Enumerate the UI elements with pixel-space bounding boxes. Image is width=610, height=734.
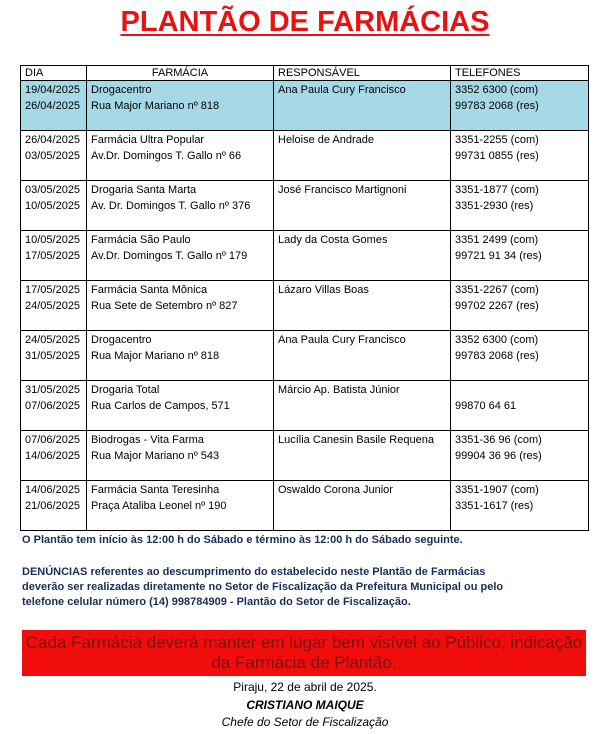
phones-cell-line: 3352 6300 (com): [455, 334, 539, 346]
pharmacy-cell: [87, 281, 274, 331]
day-cell-line: 14/06/2025: [25, 450, 81, 462]
table-row: [21, 331, 589, 381]
responsible-cell: [274, 181, 451, 231]
complaints-note: DENÚNCIAS referentes ao descumprimento do estabelecido neste Plantão de Farmácias deverão ser realizadas diretamente no Setor de Fiscalização da Prefeitura Municipal ou pelo telefone celular número (14) 998784909 - Plantão do Setor de Fiscalização.: [22, 566, 504, 608]
phones-cell-line: [455, 382, 584, 398]
day-cell-line: 17/05/2025: [25, 250, 81, 262]
pharmacy-cell-line: Biodrogas - Vita Farma: [91, 434, 204, 446]
phones-cell: [451, 331, 589, 381]
phones-cell: [451, 431, 589, 481]
phones-cell-line: 3351-2267 (com): [455, 284, 539, 296]
responsible-cell: [274, 481, 451, 531]
pharmacy-cell-line: Rua Major Mariano nº 818: [91, 100, 220, 112]
pharmacy-cell-line: Rua Major Mariano nº 818: [91, 350, 220, 362]
day-cell-line: 24/05/2025: [25, 334, 81, 346]
day-cell-line: 07/06/2025: [25, 434, 81, 446]
day-cell-line: 31/05/2025: [25, 384, 81, 396]
notice-banner: Cada Farmácia deverá manter em lugar bem visível ao Público, indicação da Farmácia de Plantão.: [22, 630, 586, 676]
phones-cell-line: 3351-1877 (com): [455, 184, 539, 196]
pharmacy-cell-line: Av. Dr. Domingos T. Gallo nº 376: [91, 200, 251, 212]
day-cell-line: 31/05/2025: [25, 350, 81, 362]
responsible-cell-line: Ana Paula Cury Francisco: [278, 84, 406, 96]
day-cell: [21, 181, 87, 231]
pharmacy-cell: [87, 381, 274, 431]
day-cell-line: 03/05/2025: [25, 150, 81, 162]
phones-cell-line: 3351-1907 (com): [455, 484, 539, 496]
table-row: [21, 281, 589, 331]
phones-cell-line: 99721 91 34 (res): [455, 250, 542, 262]
day-cell: [21, 381, 87, 431]
phones-cell-line: 3351 2499 (com): [455, 234, 539, 246]
signature-role: Chefe do Setor de Fiscalização: [221, 715, 389, 729]
day-cell-line: 07/06/2025: [25, 400, 81, 412]
phones-cell: [451, 281, 589, 331]
responsible-cell-line: Lady da Costa Gomes: [278, 234, 388, 246]
phones-cell-line: 99702 2267 (res): [455, 300, 539, 312]
table-row: [21, 481, 589, 531]
pharmacy-cell: [87, 81, 274, 131]
page-title-text: PLANTÃO DE FARMÁCIAS: [120, 6, 490, 38]
responsible-cell-line: Ana Paula Cury Francisco: [278, 334, 406, 346]
day-cell: [21, 131, 87, 181]
day-cell-line: 03/05/2025: [25, 184, 81, 196]
pharmacy-cell: [87, 131, 274, 181]
day-cell: [21, 281, 87, 331]
pharmacy-cell-line: Av.Dr. Domingos T. Gallo nº 66: [91, 150, 242, 162]
responsible-cell: [274, 131, 451, 181]
responsible-cell-line: Lucília Canesin Basile Requena: [278, 434, 434, 446]
pharmacy-cell-line: Drogaria Total: [91, 384, 160, 396]
signature-name: CRISTIANO MAIQUE: [246, 698, 364, 712]
responsible-cell-line: Lázaro Villas Boas: [278, 284, 369, 296]
responsible-cell: [274, 231, 451, 281]
phones-cell-line: 3351-2930 (res): [455, 200, 534, 212]
phones-cell-line: 3351-2255 (com): [455, 134, 539, 146]
schedule-note: O Plantão tem início às 12:00 h do Sábado e término às 12:00 h do Sábado seguinte.: [22, 534, 463, 546]
table-row: [21, 181, 589, 231]
phones-cell-line: 99783 2068 (res): [455, 350, 539, 362]
day-cell-line: 19/04/2025: [25, 84, 81, 96]
phones-cell-line: 3351-1617 (res): [455, 500, 534, 512]
pharmacy-cell-line: Rua Carlos de Campos, 571: [91, 400, 230, 412]
phones-cell: [451, 81, 589, 131]
pharmacy-cell-line: Rua Major Mariano nº 543: [91, 450, 220, 462]
phones-cell-line: 99731 0855 (res): [455, 150, 539, 162]
responsible-cell-line: Oswaldo Corona Junior: [278, 484, 393, 496]
pharmacy-cell-line: Drogaria Santa Marta: [91, 184, 197, 196]
phones-cell-line: 99783 2068 (res): [455, 100, 539, 112]
pharmacy-cell-line: Farmácia São Paulo: [91, 234, 191, 246]
pharmacy-cell-line: Drogacentro: [91, 334, 152, 346]
page-title: [0, 6, 610, 39]
pharmacy-cell-line: Farmácia Santa Teresinha: [91, 484, 220, 496]
day-cell-line: 26/04/2025: [25, 100, 81, 112]
phones-cell-line: 3351-36 96 (com): [455, 434, 542, 446]
table-row: [21, 131, 589, 181]
day-cell-line: 24/05/2025: [25, 300, 81, 312]
signature-place-date: Piraju, 22 de abril de 2025.: [233, 680, 377, 694]
day-cell-line: 10/05/2025: [25, 234, 81, 246]
day-cell: [21, 231, 87, 281]
header-phones: TELEFONES: [451, 66, 589, 81]
table-row: [21, 231, 589, 281]
day-cell-line: 14/06/2025: [25, 484, 81, 496]
day-cell-line: 21/06/2025: [25, 500, 81, 512]
duty-roster-table: [20, 65, 589, 531]
phones-cell: [451, 231, 589, 281]
day-cell: [21, 331, 87, 381]
table-body: [21, 81, 589, 531]
day-cell-line: 26/04/2025: [25, 134, 81, 146]
phones-cell-line: 99870 64 61: [455, 400, 517, 412]
phones-cell: [451, 481, 589, 531]
pharmacy-cell-line: Av.Dr. Domingos T. Gallo nº 179: [91, 250, 248, 262]
responsible-cell: [274, 431, 451, 481]
header-day: DIA: [21, 66, 87, 81]
day-cell-line: 17/05/2025: [25, 284, 81, 296]
day-cell: [21, 81, 87, 131]
responsible-cell-line: Heloise de Andrade: [278, 134, 375, 146]
phones-cell: [451, 181, 589, 231]
pharmacy-cell-line: Praça Ataliba Leonel nº 190: [91, 500, 227, 512]
responsible-cell: [274, 281, 451, 331]
phones-cell-line: 99904 36 96 (res): [455, 450, 542, 462]
table-row: [21, 381, 589, 431]
pharmacy-cell: [87, 331, 274, 381]
pharmacy-cell: [87, 181, 274, 231]
phones-cell: [451, 131, 589, 181]
header-responsible: RESPONSÁVEL: [274, 66, 451, 81]
table-row: [21, 431, 589, 481]
responsible-cell: [274, 81, 451, 131]
phones-cell: [451, 381, 589, 431]
pharmacy-cell: [87, 481, 274, 531]
pharmacy-cell-line: Rua Sete de Setembro nº 827: [91, 300, 238, 312]
phones-cell-line: 3352 6300 (com): [455, 84, 539, 96]
table-header-row: [21, 66, 589, 81]
pharmacy-cell: [87, 231, 274, 281]
day-cell: [21, 481, 87, 531]
pharmacy-cell: [87, 431, 274, 481]
table-row: [21, 81, 589, 131]
responsible-cell-line: Márcio Ap. Batista Júnior: [278, 384, 400, 396]
pharmacy-cell-line: Farmácia Santa Mônica: [91, 284, 208, 296]
pharmacy-cell-line: Farmácia Ultra Popular: [91, 134, 205, 146]
day-cell: [21, 431, 87, 481]
day-cell-line: 10/05/2025: [25, 200, 81, 212]
responsible-cell: [274, 381, 451, 431]
header-pharmacy: FARMÁCIA: [87, 66, 274, 81]
responsible-cell-line: José Francisco Martignoni: [278, 184, 407, 196]
responsible-cell: [274, 331, 451, 381]
pharmacy-cell-line: Drogacentro: [91, 84, 152, 96]
